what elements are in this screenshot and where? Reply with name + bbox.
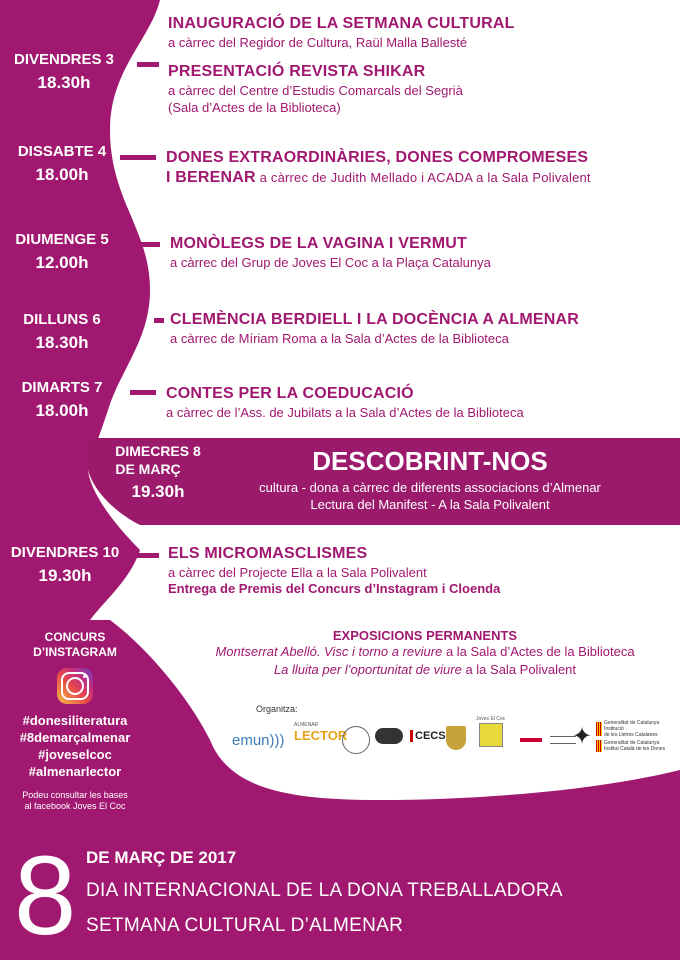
flag-icon [596,740,602,752]
gen2-line: Generalitat de Catalunya [604,740,660,746]
organitza-label: Organitza: [256,704,298,714]
day-label-4 [6,310,118,354]
event-micromasclismes [168,544,500,596]
event-clemencia [170,310,579,347]
event-monolegs [170,234,491,271]
logo-almenar-lector [294,722,347,743]
day-time: 12.00h [35,253,89,272]
expo-work: Montserrat Abelló. Visc i torno a reviure [215,644,443,659]
logo-figure: ✦ [572,723,593,750]
hashtag: #joveselcoc [38,747,112,762]
logo-emun-waves: ))) [269,732,285,749]
insta-title: CONCURS [44,630,106,644]
event-title: CONTES PER LA COEDUCACIÓ [166,385,414,402]
day-time: 18.30h [37,73,91,92]
instagram-icon [57,668,93,704]
expo-line [180,661,670,679]
insta-note: Podeu consultar les bases [22,790,128,800]
band-title: DESCOBRINT-NOS [312,446,548,476]
day-label-6 [4,543,126,587]
band-subtitle: Lectura del Manifest - A la Sala Polivalent [310,497,550,512]
event-subtitle: a càrrec de Judith Mellado i ACADA a la Sala Polivalent [255,170,591,185]
logo-cecs-text: CECS [415,730,446,742]
event-title: MONÒLEGS DE LA VAGINA I VERMUT [170,235,467,252]
expo-place: a la Sala d’Actes de la Biblioteca [442,644,635,659]
hashtag: #8demarçalmenar [19,730,131,745]
day-label-5 [6,378,118,422]
connector [132,242,160,247]
day-time: 18.30h [35,333,89,352]
expo-place: a la Sala Polivalent [461,662,577,677]
connector [120,155,156,160]
event-inauguracio [168,14,515,51]
big-eight: 8 [14,833,77,958]
logo-generalitat-ilc [596,720,659,738]
insta-note: al facebook Joves El Coc [24,801,126,811]
day-time: 19.30h [38,566,92,585]
day-label-1 [8,50,120,94]
event-subtitle: a càrrec del Regidor de Cultura, Raül Malla Ballesté [168,35,468,50]
logo-lector-text: LECTOR [294,728,348,743]
insta-title: D’INSTAGRAM [33,645,117,659]
event-title: DONES EXTRAORDINÀRIES, DONES COMPROMESES [166,149,589,166]
logo-joves [476,716,505,748]
flag-icon [596,722,602,736]
hashtag: #almenarlector [28,764,122,779]
expo-title: EXPOSICIONS PERMANENTS [332,628,518,643]
day-name: DILLUNS 6 [23,311,101,328]
event-shikar [168,62,463,116]
logo-shield [446,726,466,750]
day-name: DIMARTS 7 [21,379,103,396]
event-title: PRESENTACIÓ REVISTA SHIKAR [168,63,426,80]
event-title: ELS MICROMASCLISMES [168,545,368,562]
day-name: DISSABTE 4 [17,143,107,160]
gen2-line: Institut Català de les Dones [604,746,666,752]
day-time: 18.00h [35,401,89,420]
connector [137,553,159,558]
event-subtitle: a càrrec de l’Ass. de Jubilats a la Sala d’Actes de la Biblioteca [166,405,524,420]
event-subtitle: (Sala d’Actes de la Biblioteca) [168,100,341,115]
logo-emun-text: emun [232,732,270,749]
event-highlight: Entrega de Premis del Concurs d’Instagram i Cloenda [168,581,501,596]
gen1-line: de les Lletres Catalanes [604,732,658,738]
logo-red-stripe [520,738,542,742]
footer-date: DE MARÇ DE 2017 [86,848,237,867]
instagram-contest [10,630,140,812]
logo-cecs [410,730,446,742]
band-month: DE MARÇ [115,461,181,477]
band-date [96,442,220,503]
day-name: DIVENDRES 10 [10,544,120,561]
logo-lector-top: ALMENAR [294,722,319,728]
event-title: INAUGURACIÓ DE LA SETMANA CULTURAL [168,15,515,32]
connector [137,62,159,67]
logo-badge [375,728,403,744]
event-subtitle: a càrrec del Projecte Ella a la Sala Polivalent [168,565,427,580]
gen1-line: Institució [604,726,624,732]
instagram-icon-lens [66,677,84,695]
event-subtitle: a càrrec del Grup de Joves El Coc a la Plaça Catalunya [170,255,491,270]
logo-circle [342,726,370,754]
band-day: DIMECRES 8 [115,443,201,459]
footer-line1: DIA INTERNACIONAL DE LA DONA TREBALLADORA [86,880,563,901]
event-title: I BERENAR [166,169,256,186]
gen1-line: Generalitat de Catalunya [604,720,660,726]
band-content [220,446,640,513]
connector [130,390,156,395]
expo-work: La lluita per l’oportunitat de viure [273,662,462,677]
logo-joves-box [479,723,503,747]
instagram-icon-dot [83,675,86,678]
day-name: DIVENDRES 3 [13,51,115,68]
band-time: 19.30h [131,482,185,501]
event-title-line2 [166,168,591,188]
day-label-2 [6,142,118,186]
event-title: CLEMÈNCIA BERDIELL I LA DOCÈNCIA A ALMENAR [170,311,579,328]
event-dones [166,148,591,188]
day-time: 18.00h [35,165,89,184]
band-subtitle: cultura - dona a càrrec de diferents associacions d’Almenar [259,480,601,495]
logo-joves-text: Joves El Coc [476,716,506,722]
event-subtitle: a càrrec de Míriam Roma a la Sala d’Actes de la Biblioteca [170,331,509,346]
event-subtitle: a càrrec del Centre d’Estudis Comarcals del Segrià [168,83,463,98]
exposicions [180,628,670,679]
logo-cecs-mark [410,730,413,742]
hashtag: #donesiliteratura [22,713,128,728]
expo-line [180,643,670,661]
day-name: DIUMENGE 5 [15,231,109,248]
logo-generalitat-icd [596,740,665,752]
logo-emun [232,732,285,749]
connector [154,318,164,323]
event-contes [166,384,524,421]
footer-line2: SETMANA CULTURAL D’ALMENAR [86,915,404,936]
day-label-3 [6,230,118,274]
